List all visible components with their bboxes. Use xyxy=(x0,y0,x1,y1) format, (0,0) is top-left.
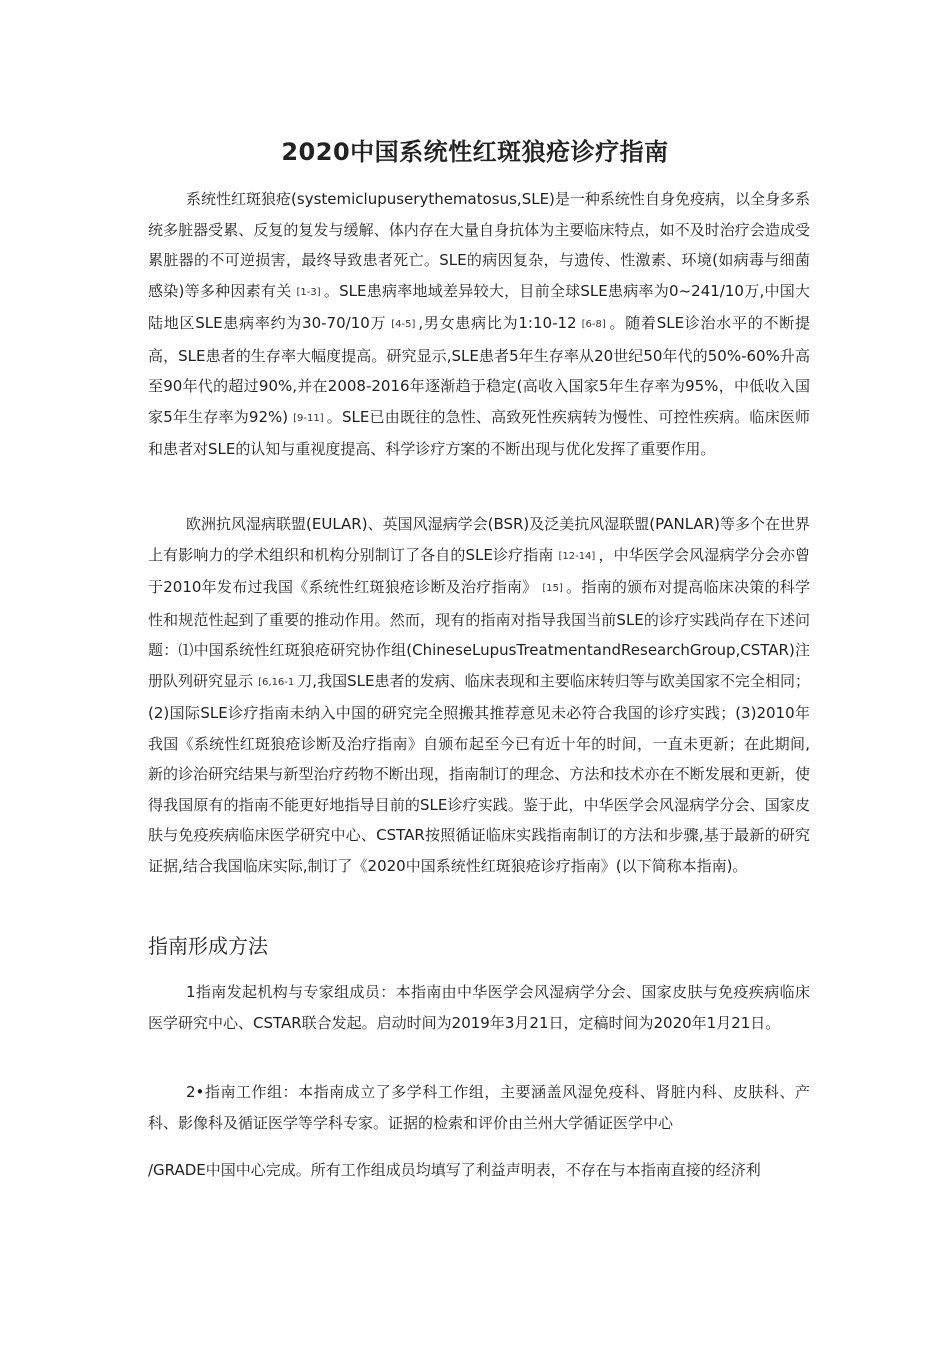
citation-ref: [12-14] xyxy=(558,550,596,562)
text-run: 。指南的颁布对提高临床决策的科学性和规范性起到了重要的推动作用。然而，现有的指南对指导我国当前SLE的诊疗实践尚存在下述问题：⑴中国系统性红斑狼疮研究协作组(ChineseLupusTreatmentandResearchGroup,CSTAR)注册队列研究显示 xyxy=(148,578,810,690)
citation-ref: [9-11] xyxy=(293,412,324,424)
text-run: ,男女患病比为1:10-12 xyxy=(418,314,577,332)
text-run: 刀,我国SLE患者的发病、临床表现和主要临床转归等与欧美国家不完全相同；(2)国际SLE诊疗指南未纳入中国的研究完全照搬其推荐意见未必符合我国的诊疗实践；(3)2010年我国《系统性红斑狼疮诊断及治疗指南》自颁布起至今已有近十年的时间，一直未更新；在此期间,新的诊治研究结果与新型治疗药物不断出现，指南制订的理念、方法和技术亦在不断发展和更新，使得我国原有的指南不能更好地指导目前的SLE诊疗实践。鉴于此，中华医学会风湿病学分会、国家皮肤与免疫疾病临床医学研究中心、CSTAR按照循证临床实践指南制订的方法和步骤,基于最新的研究证据,结合我国临床实际,制订了《2020中国系统性红斑狼疮诊疗指南》(以下简称本指南)。 xyxy=(148,671,810,875)
intro-paragraph-1 xyxy=(148,184,810,465)
citation-ref: [6,16-1 xyxy=(258,676,295,688)
section-heading: 指南形成方法 xyxy=(148,934,268,958)
citation-ref: [4-5] xyxy=(391,319,416,330)
citation-ref: [1-3] xyxy=(296,286,321,298)
text-run: 。随着SLE诊治水平的不断提高，SLE患者的生存率大幅度提高。研究显示,SLE患者5年生存率从20世纪50年代的50%-60%升高至90年代的超过90%,并在2008-2016年逐渐趋于稳定(高收入国家5年生存率为95%，中低收入国家5年生存率为92%) xyxy=(148,314,811,426)
intro-paragraph-2 xyxy=(148,509,810,881)
text-run: 系统性红斑狼疮(systemiclupuserythematosus,SLE)是一种系统性自身免疫病，以全身多系统多脏器受累、反复的复发与缓解、体内存在大量自身抗体为主要临床特点，如不及时治疗会造成受累脏器的不可逆损害，最终导致患者死亡。SLE的病因复杂，与遗传、性激素、环境(如病毒与细菌感染)等多种因素有关 xyxy=(148,190,810,300)
text-run: 欧洲抗风湿病联盟(EULAR)、英国风湿病学会(BSR)及泛美抗风湿联盟(PANLAR)等多个在世界上有影响力的学术组织和机构分别制订了各自的SLE诊疗指南 xyxy=(148,515,810,564)
method-paragraph-3: /GRADE中国中心完成。所有工作组成员均填写了利益声明表，不存在与本指南直接的经济利 xyxy=(148,1161,761,1179)
citation-ref: [15] xyxy=(542,583,563,594)
text-run: 。SLE已由既往的急性、高致死性疾病转为慢性、可控性疾病。临床医师和患者对SLE的认知与重视度提高、科学诊疗方案的不断出现与优化发挥了重要作用。 xyxy=(148,407,810,458)
text-run: ，中华医学会风湿病学分会亦曾于2010年发布过我国《系统性红斑狼疮诊断及治疗指南》 xyxy=(148,545,810,596)
method-paragraph-1: 1指南发起机构与专家组成员：本指南由中华医学会风湿病学分会、国家皮肤与免疫疾病临床医学研究中心、CSTAR联合发起。启动时间为2019年3月21日，定稿时间为2020年1月21日。 xyxy=(148,983,810,1032)
page-title: 2020中国系统性红斑狼疮诊疗指南 xyxy=(281,138,669,166)
text-run: 。SLE患病率地域差异较大，目前全球SLE患病率为0~241/10万,中国大陆地区SLE患病率约为30-70/10万 xyxy=(148,281,810,332)
method-paragraph-2: 2•指南工作组：本指南成立了多学科工作组，主要涵盖风湿免疫科、肾脏内科、皮肤科、产科、影像科及循证医学等学科专家。证据的检索和评价由兰州大学循证医学中心 xyxy=(148,1083,810,1132)
citation-ref: [6-8] xyxy=(581,319,606,330)
